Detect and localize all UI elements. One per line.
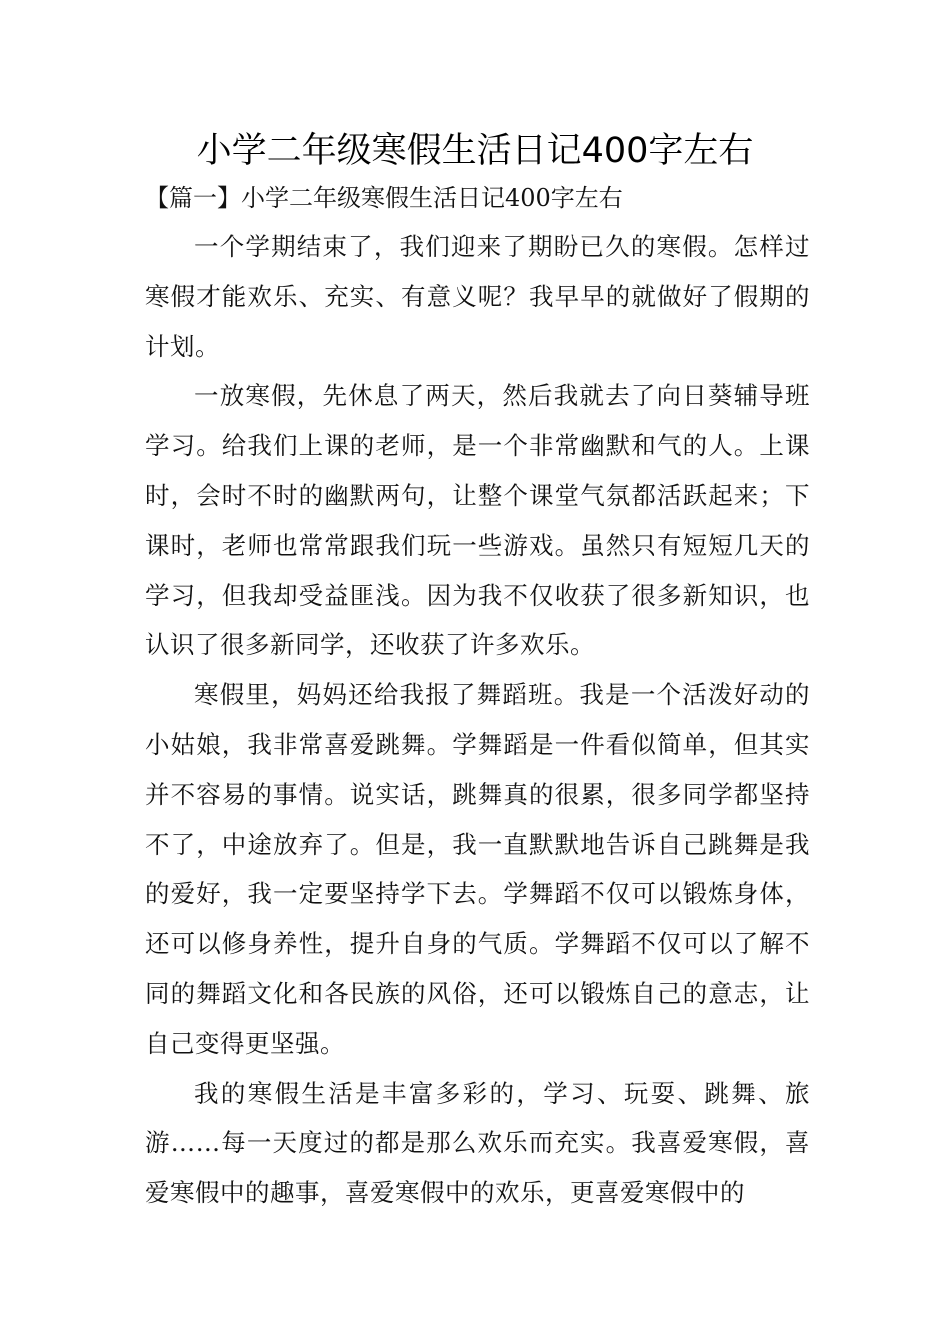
section-heading: 【篇一】小学二年级寒假生活日记400字左右 [145, 184, 623, 212]
document-body [145, 222, 810, 1218]
paragraph-4: 我的寒假生活是丰富多彩的，学习、玩耍、跳舞、旅游……每一天度过的都是那么欢乐而充实。我喜爱寒假，喜爱寒假中的趣事，喜爱寒假中的欢乐，更喜爱寒假中的 [145, 1078, 810, 1208]
paragraph-2: 一放寒假，先休息了两天，然后我就去了向日葵辅导班学习。给我们上课的老师，是一个非常幽默和气的人。上课时，会时不时的幽默两句，让整个课堂气氛都活跃起来；下课时，老师也常常跟我们玩一些游戏。虽然只有短短几天的学习，但我却受益匪浅。因为我不仅收获了很多新知识，也认识了很多新同学，还收获了许多欢乐。 [145, 381, 810, 660]
document-title: 小学二年级寒假生活日记400字左右 [196, 131, 754, 171]
paragraph-1: 一个学期结束了，我们迎来了期盼已久的寒假。怎样过寒假才能欢乐、充实、有意义呢？我早早的就做好了假期的计划。 [145, 232, 810, 361]
paragraph-3: 寒假里，妈妈还给我报了舞蹈班。我是一个活泼好动的小姑娘，我非常喜爱跳舞。学舞蹈是一件看似简单，但其实并不容易的事情。说实话，跳舞真的很累，很多同学都坚持不了，中途放弃了。但是，我一直默默地告诉自己跳舞是我的爱好，我一定要坚持学下去。学舞蹈不仅可以锻炼身体，还可以修身养性，提升自身的气质。学舞蹈不仅可以了解不同的舞蹈文化和各民族的风俗，还可以锻炼自己的意志，让自己变得更坚强。 [145, 680, 810, 1058]
